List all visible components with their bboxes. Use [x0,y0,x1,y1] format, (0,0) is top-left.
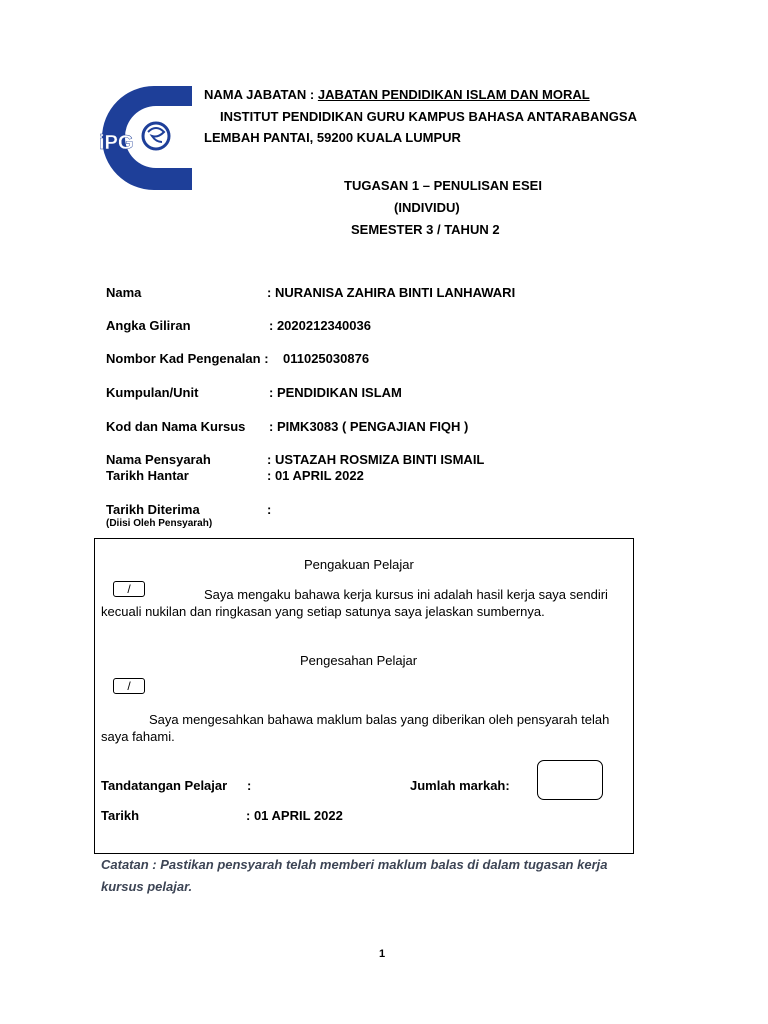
date-label: Tarikh [101,808,140,823]
confirmation-line1: Saya mengesahkan bahawa maklum balas yang diberikan oleh pensyarah telah [149,712,610,727]
declaration-checkbox[interactable]: / [113,581,145,597]
institute-address: LEMBAH PANTAI, 59200 KUALA LUMPUR [204,130,461,145]
confirmation-checkbox[interactable]: / [113,678,145,694]
assignment-semester: SEMESTER 3 / TAHUN 2 [351,222,500,237]
field-value-course: : PIMK3083 ( PENGAJIAN FIQH ) [269,419,469,434]
logo-text: iPG [99,132,134,154]
declaration-box [94,538,634,854]
field-label-course: Kod dan Nama Kursus [106,419,246,434]
field-value-roll: : 2020212340036 [269,318,371,333]
note-line1: Catatan : Pastikan pensyarah telah memberi maklum balas di dalam tugasan kerja [101,857,608,872]
field-value-ic: 011025030876 [283,351,370,366]
declaration-line2: kecuali nukilan dan ringkasan yang setiap satunya saya jelaskan sumbernya. [101,604,545,619]
field-value-group: : PENDIDIKAN ISLAM [269,385,402,400]
dept-label: NAMA JABATAN : [204,87,315,102]
field-label-lecturer: Nama Pensyarah [106,452,211,467]
field-label-ic: Nombor Kad Pengenalan : [106,351,269,366]
signature-label: Tandatangan Pelajar [101,778,228,793]
field-label-received-date: Tarikh Diterima [106,502,200,517]
field-value-submit-date: : 01 APRIL 2022 [267,468,364,483]
assignment-title: TUGASAN 1 – PENULISAN ESEI [344,178,542,193]
declaration-line1: Saya mengaku bahawa kerja kursus ini adalah hasil kerja saya sendiri [204,587,608,602]
marks-box[interactable] [537,760,603,800]
field-label-group: Kumpulan/Unit [106,385,199,400]
declaration-heading: Pengakuan Pelajar [304,557,414,572]
marks-label: Jumlah markah: [410,778,510,793]
field-value-name: : NURANISA ZAHIRA BINTI LANHAWARI [267,285,516,300]
institute-name: INSTITUT PENDIDIKAN GURU KAMPUS BAHASA ANTARABANGSA [220,109,637,124]
page-number: 1 [379,948,386,960]
received-note: (Diisi Oleh Pensyarah) [106,518,213,529]
assignment-type: (INDIVIDU) [394,200,460,215]
confirmation-line2: saya fahami. [101,729,175,744]
field-label-submit-date: Tarikh Hantar [106,468,189,483]
note-line2: kursus pelajar. [101,879,193,894]
department-line [204,87,590,102]
confirmation-heading: Pengesahan Pelajar [300,653,418,668]
field-label-name: Nama [106,285,142,300]
field-value-lecturer: : USTAZAH ROSMIZA BINTI ISMAIL [267,452,485,467]
dept-name: JABATAN PENDIDIKAN ISLAM DAN MORAL [317,87,590,102]
signature-colon: : [247,778,252,793]
ipg-logo [96,86,192,190]
date-value: : 01 APRIL 2022 [246,808,343,823]
field-value-received-date: : [267,502,272,517]
field-label-roll: Angka Giliran [106,318,191,333]
